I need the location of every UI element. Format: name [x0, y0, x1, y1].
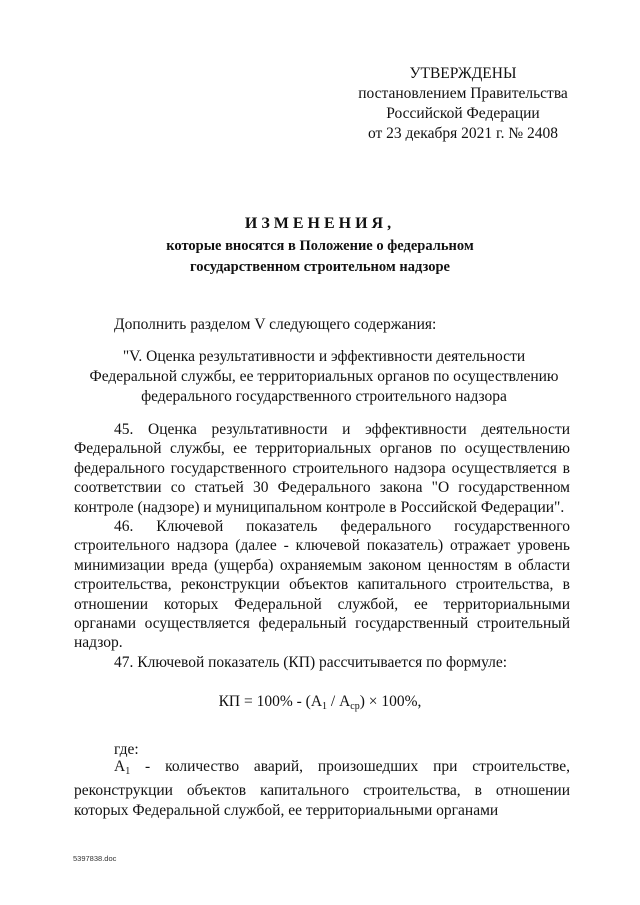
section-heading-line-3: федерального государственного строительного надзора: [141, 388, 507, 405]
formula: [0, 690, 640, 719]
section-heading-line-2: Федеральной службы, ее территориальных органов по осуществлению: [89, 368, 559, 385]
formula-lhs: КП = 100% - (А: [218, 693, 323, 710]
paragraph-46: 46. Ключевой показатель федерального государственного строительного надзора (далее - ключевой показатель) отражает уровень минимизации вреда (ущерба) охраняемым законом ценностям в области строительства, реконструкции объектов капитального строительства, в отношении которых Федеральной службой, ее территориальными органами осуществляется федеральный государственный строительный надзор.: [74, 518, 570, 652]
a1-text: - количество аварий, произошедших при строительстве, реконструкции объектов капитального строительства, в отношении которых Федеральной службой, ее территориальными органами: [74, 758, 570, 819]
formula-sub-2: ср: [350, 701, 360, 712]
document-body: [74, 420, 570, 672]
formula-sub-1: 1: [322, 701, 328, 712]
formula-mid: / А: [327, 693, 351, 710]
intro-text: Дополнить разделом V следующего содержания:: [114, 316, 437, 333]
paragraph-45: 45. Оценка результативности и эффективности деятельности Федеральной службы, ее территориальных органов по осуществлению федерального государственного строительного надзора осуществляется в соответствии со статьей 30 Федерального закона "О государственном контроле (надзоре) и муниципальном контроле в Российской Федерации".: [74, 421, 570, 516]
a1-symbol: А: [114, 758, 126, 775]
approval-line-1: постановлением Правительства: [358, 85, 568, 102]
subtitle-line-1: которые вносятся в Положение о федеральном: [166, 238, 474, 254]
section-heading-line-1: "V. Оценка результативности и эффективности деятельности: [122, 348, 526, 365]
a1-paragraph: [74, 757, 570, 820]
footer-filename: 5397838.doc: [73, 854, 117, 863]
approval-line-3: от 23 декабря 2021 г. № 2408: [367, 125, 559, 142]
a1-subscript: 1: [125, 766, 131, 777]
approval-block: [352, 64, 574, 144]
document-title: ИЗМЕНЕНИЯ,: [244, 215, 396, 232]
formula-rhs: ) × 100%,: [359, 693, 422, 710]
approval-line-2: Российской Федерации: [386, 105, 540, 122]
a1-definition: [74, 757, 570, 820]
subtitle-line-2: государственном строительном надзоре: [190, 259, 450, 275]
approval-heading: УТВЕРЖДЕНЫ: [409, 65, 517, 82]
paragraph-47: 47. Ключевой показатель (КП) рассчитывается по формуле:: [114, 653, 508, 671]
section-heading: [74, 347, 574, 407]
document-subtitle: [120, 236, 520, 278]
where-label: где:: [114, 741, 139, 758]
